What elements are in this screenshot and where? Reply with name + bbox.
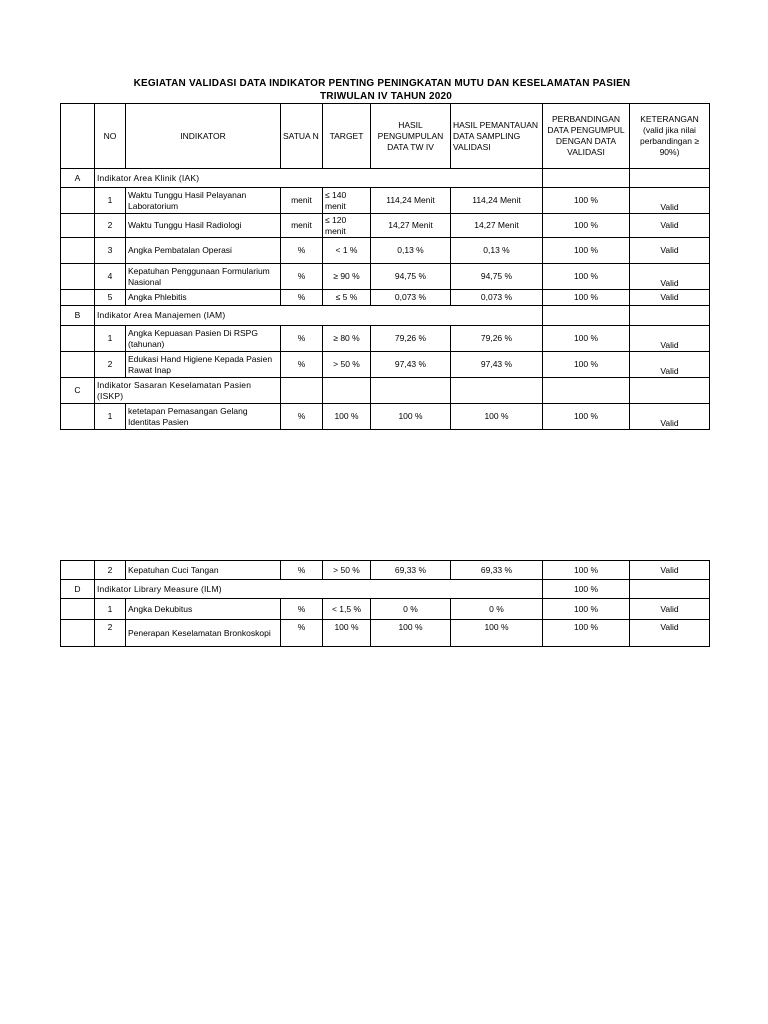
empty-cell	[543, 169, 630, 188]
section-row-a	[61, 169, 710, 188]
row-no: 2	[95, 214, 126, 238]
row-satuan: %	[281, 326, 323, 352]
empty-cell	[630, 169, 710, 188]
section-letter: A	[61, 169, 95, 188]
row-satuan: %	[281, 352, 323, 378]
empty-cell	[61, 599, 95, 620]
row-perbandingan: 100 %	[543, 599, 630, 620]
header-hasil-pemantauan: HASIL PEMANTAUAN DATA SAMPLING VALIDASI	[451, 104, 543, 169]
row-pengumpulan: 69,33 %	[371, 561, 451, 580]
row-satuan: menit	[281, 188, 323, 214]
empty-cell	[630, 378, 710, 404]
row-no: 1	[95, 188, 126, 214]
section-letter: B	[61, 306, 95, 326]
row-perbandingan: 100 %	[543, 620, 630, 647]
table-header-row	[61, 104, 710, 169]
empty-cell	[451, 378, 543, 404]
header-indikator: INDIKATOR	[126, 104, 281, 169]
row-indikator: Angka Pembatalan Operasi	[126, 238, 281, 264]
empty-cell	[371, 378, 451, 404]
row-keterangan: Valid	[630, 326, 710, 352]
empty-cell	[630, 580, 710, 599]
row-pemantauan: 97,43 %	[451, 352, 543, 378]
row-target: > 50 %	[323, 561, 371, 580]
table-row	[61, 290, 710, 306]
empty-cell	[61, 238, 95, 264]
section-letter: D	[61, 580, 95, 599]
row-keterangan: Valid	[630, 404, 710, 430]
row-pengumpulan: 0 %	[371, 599, 451, 620]
table-row	[61, 238, 710, 264]
empty-cell	[61, 188, 95, 214]
table-row	[61, 326, 710, 352]
table-row	[61, 264, 710, 290]
header-target: TARGET	[323, 104, 371, 169]
row-pemantauan: 14,27 Menit	[451, 214, 543, 238]
row-target: 100 %	[323, 620, 371, 647]
row-keterangan: Valid	[630, 264, 710, 290]
row-no: 5	[95, 290, 126, 306]
row-indikator: Waktu Tunggu Hasil Pelayanan Laboratorium	[126, 188, 281, 214]
row-keterangan: Valid	[630, 238, 710, 264]
row-no: 1	[95, 404, 126, 430]
table-row	[61, 599, 710, 620]
empty-cell	[61, 214, 95, 238]
section-title: Indikator Library Measure (ILM)	[95, 580, 543, 599]
row-pemantauan: 94,75 %	[451, 264, 543, 290]
row-pengumpulan: 0,073 %	[371, 290, 451, 306]
empty-cell	[543, 378, 630, 404]
row-pengumpulan: 114,24 Menit	[371, 188, 451, 214]
table-row	[61, 214, 710, 238]
empty-cell	[61, 561, 95, 580]
validation-table-continued	[60, 560, 710, 647]
table-row	[61, 352, 710, 378]
row-keterangan: Valid	[630, 599, 710, 620]
empty-cell	[543, 306, 630, 326]
row-indikator: ketetapan Pemasangan Gelang Identitas Pasien	[126, 404, 281, 430]
row-pemantauan: 0,073 %	[451, 290, 543, 306]
header-perbandingan: PERBANDINGAN DATA PENGUMPUL DENGAN DATA VALIDASI	[543, 104, 630, 169]
row-pemantauan: 114,24 Menit	[451, 188, 543, 214]
row-target: > 50 %	[323, 352, 371, 378]
row-pemantauan: 69,33 %	[451, 561, 543, 580]
row-perbandingan: 100 %	[543, 290, 630, 306]
row-perbandingan: 100 %	[543, 326, 630, 352]
row-keterangan: Valid	[630, 352, 710, 378]
row-satuan: %	[281, 290, 323, 306]
row-perbandingan: 100 %	[543, 561, 630, 580]
empty-cell	[323, 378, 371, 404]
row-satuan: %	[281, 620, 323, 647]
row-satuan: %	[281, 404, 323, 430]
row-keterangan: Valid	[630, 188, 710, 214]
row-no: 1	[95, 326, 126, 352]
row-keterangan: Valid	[630, 214, 710, 238]
row-pengumpulan: 100 %	[371, 404, 451, 430]
row-target: ≥ 90 %	[323, 264, 371, 290]
section-letter: C	[61, 378, 95, 404]
row-indikator: Edukasi Hand Higiene Kepada Pasien Rawat Inap	[126, 352, 281, 378]
row-perbandingan: 100 %	[543, 352, 630, 378]
validation-table	[60, 103, 710, 430]
table-row	[61, 404, 710, 430]
row-indikator: Angka Dekubitus	[126, 599, 281, 620]
section-title: Indikator Area Klinik (IAK)	[95, 169, 543, 188]
row-target: ≤ 140 menit	[323, 188, 371, 214]
row-perbandingan: 100 %	[543, 264, 630, 290]
empty-cell	[61, 326, 95, 352]
row-pemantauan: 0 %	[451, 599, 543, 620]
empty-cell	[61, 620, 95, 647]
header-keterangan: KETERANGAN (valid jika nilai perbandingan ≥ 90%)	[630, 104, 710, 169]
row-keterangan: Valid	[630, 561, 710, 580]
row-target: ≤ 120 menit	[323, 214, 371, 238]
row-keterangan: Valid	[630, 290, 710, 306]
row-target: ≤ 5 %	[323, 290, 371, 306]
row-satuan: %	[281, 561, 323, 580]
row-indikator: Waktu Tunggu Hasil Radiologi	[126, 214, 281, 238]
row-satuan: %	[281, 599, 323, 620]
section-row-c	[61, 378, 710, 404]
row-indikator: Kepatuhan Cuci Tangan	[126, 561, 281, 580]
row-pemantauan: 100 %	[451, 620, 543, 647]
row-target: < 1 %	[323, 238, 371, 264]
row-satuan: %	[281, 264, 323, 290]
row-indikator: Penerapan Keselamatan Bronkoskopi	[126, 620, 281, 647]
page-title: KEGIATAN VALIDASI DATA INDIKATOR PENTING PENINGKATAN MUTU DAN KESELAMATAN PASIEN	[133, 78, 631, 89]
header-no: NO	[95, 104, 126, 169]
empty-cell	[61, 264, 95, 290]
row-perbandingan: 100 %	[543, 238, 630, 264]
row-perbandingan: 100 %	[543, 214, 630, 238]
row-no: 3	[95, 238, 126, 264]
header-blank	[61, 104, 95, 169]
section-title: Indikator Sasaran Keselamatan Pasien (ISKP)	[95, 378, 281, 404]
empty-cell	[630, 306, 710, 326]
row-pengumpulan: 79,26 %	[371, 326, 451, 352]
row-indikator: Angka Phlebitis	[126, 290, 281, 306]
row-no: 2	[95, 620, 126, 647]
row-target: 100 %	[323, 404, 371, 430]
section-row-d	[61, 580, 710, 599]
header-hasil-pengumpulan: HASIL PENGUMPULAN DATA TW IV	[371, 104, 451, 169]
row-pengumpulan: 97,43 %	[371, 352, 451, 378]
row-pemantauan: 79,26 %	[451, 326, 543, 352]
empty-cell	[61, 404, 95, 430]
row-keterangan: Valid	[630, 620, 710, 647]
row-target: < 1,5 %	[323, 599, 371, 620]
empty-cell	[61, 352, 95, 378]
row-perbandingan: 100 %	[543, 188, 630, 214]
row-pengumpulan: 0,13 %	[371, 238, 451, 264]
row-perbandingan: 100 %	[543, 404, 630, 430]
row-no: 2	[95, 352, 126, 378]
row-no: 4	[95, 264, 126, 290]
row-no: 2	[95, 561, 126, 580]
page-subtitle: TRIWULAN IV TAHUN 2020	[319, 91, 452, 102]
section-title: Indikator Area Manajemen (IAM)	[95, 306, 543, 326]
row-pemantauan: 100 %	[451, 404, 543, 430]
empty-cell	[281, 378, 323, 404]
table-row	[61, 188, 710, 214]
row-pengumpulan: 100 %	[371, 620, 451, 647]
row-satuan: %	[281, 238, 323, 264]
empty-cell	[61, 290, 95, 306]
section-perbandingan: 100 %	[543, 580, 630, 599]
row-pengumpulan: 14,27 Menit	[371, 214, 451, 238]
row-no: 1	[95, 599, 126, 620]
section-row-b	[61, 306, 710, 326]
header-satuan: SATUA N	[281, 104, 323, 169]
row-indikator: Kepatuhan Penggunaan Formularium Nasional	[126, 264, 281, 290]
row-indikator: Angka Kepuasan Pasien Di RSPG (tahunan)	[126, 326, 281, 352]
row-pengumpulan: 94,75 %	[371, 264, 451, 290]
row-satuan: menit	[281, 214, 323, 238]
row-target: ≥ 80 %	[323, 326, 371, 352]
table-row	[61, 561, 710, 580]
row-pemantauan: 0,13 %	[451, 238, 543, 264]
table-row	[61, 620, 710, 647]
